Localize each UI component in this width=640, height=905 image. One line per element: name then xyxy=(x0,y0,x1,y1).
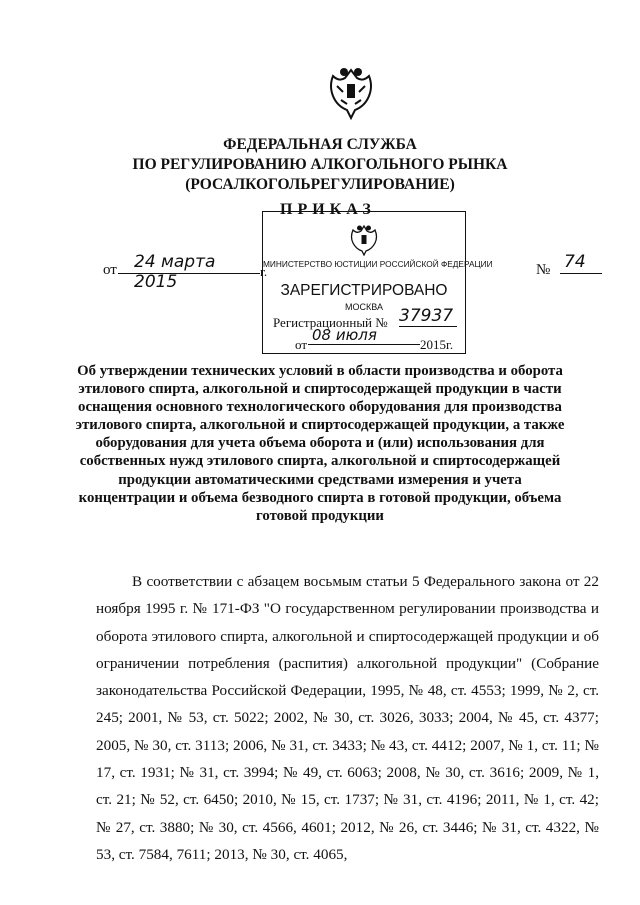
stamp-reg-number: 37937 xyxy=(399,306,457,327)
agency-name-line-2: ПО РЕГУЛИРОВАНИЮ АЛКОГОЛЬНОГО РЫНКА xyxy=(132,156,508,173)
order-title: Об утверждении технических условий в области производства и оборота этилового спирта, алкогольной и спиртосодержащей продукции в части оснащения основного технологического оборудования для производства этилового спирта, алкогольной и спиртосодержащей продукции, а также оборудования для учета объема оборота и (или) использования для собственных нужд этилового спирта, алкогольной и спиртосодержащей продукции автоматическими средствами измерения и учета концентрации и объема безводного спирта в готовой продукции, объема готовой продукции xyxy=(75,363,565,524)
number-label: № xyxy=(536,262,551,278)
preamble-text: В соответствии с абзацем восьмым статьи 5 Федерального закона от 22 ноября 1995 г. № 171-ФЗ "О государственном регулировании производства и оборота этилового спирта, алкогольной и спиртосодержащей продукции и об ограничении потребления (распития) алкогольной продукции" (Собрание законодательства Российской Федерации, 1995, № 48, ст. 4553; 1999, № 2, ст. 245; 2001, № 53, ст. 5022; 2002, № 30, ст. 3026, 3033; 2004, № 45, ст. 4377; 2005, № 30, ст. 3113; 2006, № 31, ст. 3433; № 43, ст. 4412; 2007, № 1, ст. 11; № 17, ст. 1931; № 31, ст. 3994; № 49, ст. 6063; 2008, № 30, ст. 3616; 2009, № 1, ст. 21; № 52, ст. 6450; 2010, № 15, ст. 1737; № 31, ст. 4196; 2011, № 1, ст. 42; № 27, ст. 3880; № 30, ст. 4566, 4601; 2012, № 26, ст. 3446; № 31, ст. 4322, № 53, ст. 7584, 7611; 2013, № 30, ст. 4065, xyxy=(96,573,599,863)
russian-coat-of-arms-icon xyxy=(327,62,375,120)
agency-name-line-1: ФЕДЕРАЛЬНАЯ СЛУЖБА xyxy=(223,136,417,153)
date-label: от xyxy=(103,262,117,278)
stamp-city: МОСКВА xyxy=(345,302,383,312)
stamp-date-handwritten: 08 июля xyxy=(308,326,420,345)
stamp-date-label: от xyxy=(295,337,308,352)
stamp-ministry: МИНИСТЕРСТВО ЮСТИЦИИ РОССИЙСКОЙ ФЕДЕРАЦИИ xyxy=(263,259,493,269)
russian-coat-of-arms-icon xyxy=(349,222,379,256)
document-type: ПРИКАЗ xyxy=(280,201,376,218)
order-number-handwritten: 74 xyxy=(560,252,602,274)
stamp-reg-number-label: Регистрационный № xyxy=(273,315,388,330)
stamp-year: 2015г. xyxy=(420,337,454,352)
stamp-registered: ЗАРЕГИСТРИРОВАНО xyxy=(280,282,448,299)
agency-name-line-3: (РОСАЛКОГОЛЬРЕГУЛИРОВАНИЕ) xyxy=(185,176,455,193)
year-suffix: г. xyxy=(260,264,268,279)
order-date-handwritten: 24 марта 2015 xyxy=(118,252,260,274)
registration-stamp xyxy=(262,211,493,354)
preamble-paragraph xyxy=(96,568,599,868)
